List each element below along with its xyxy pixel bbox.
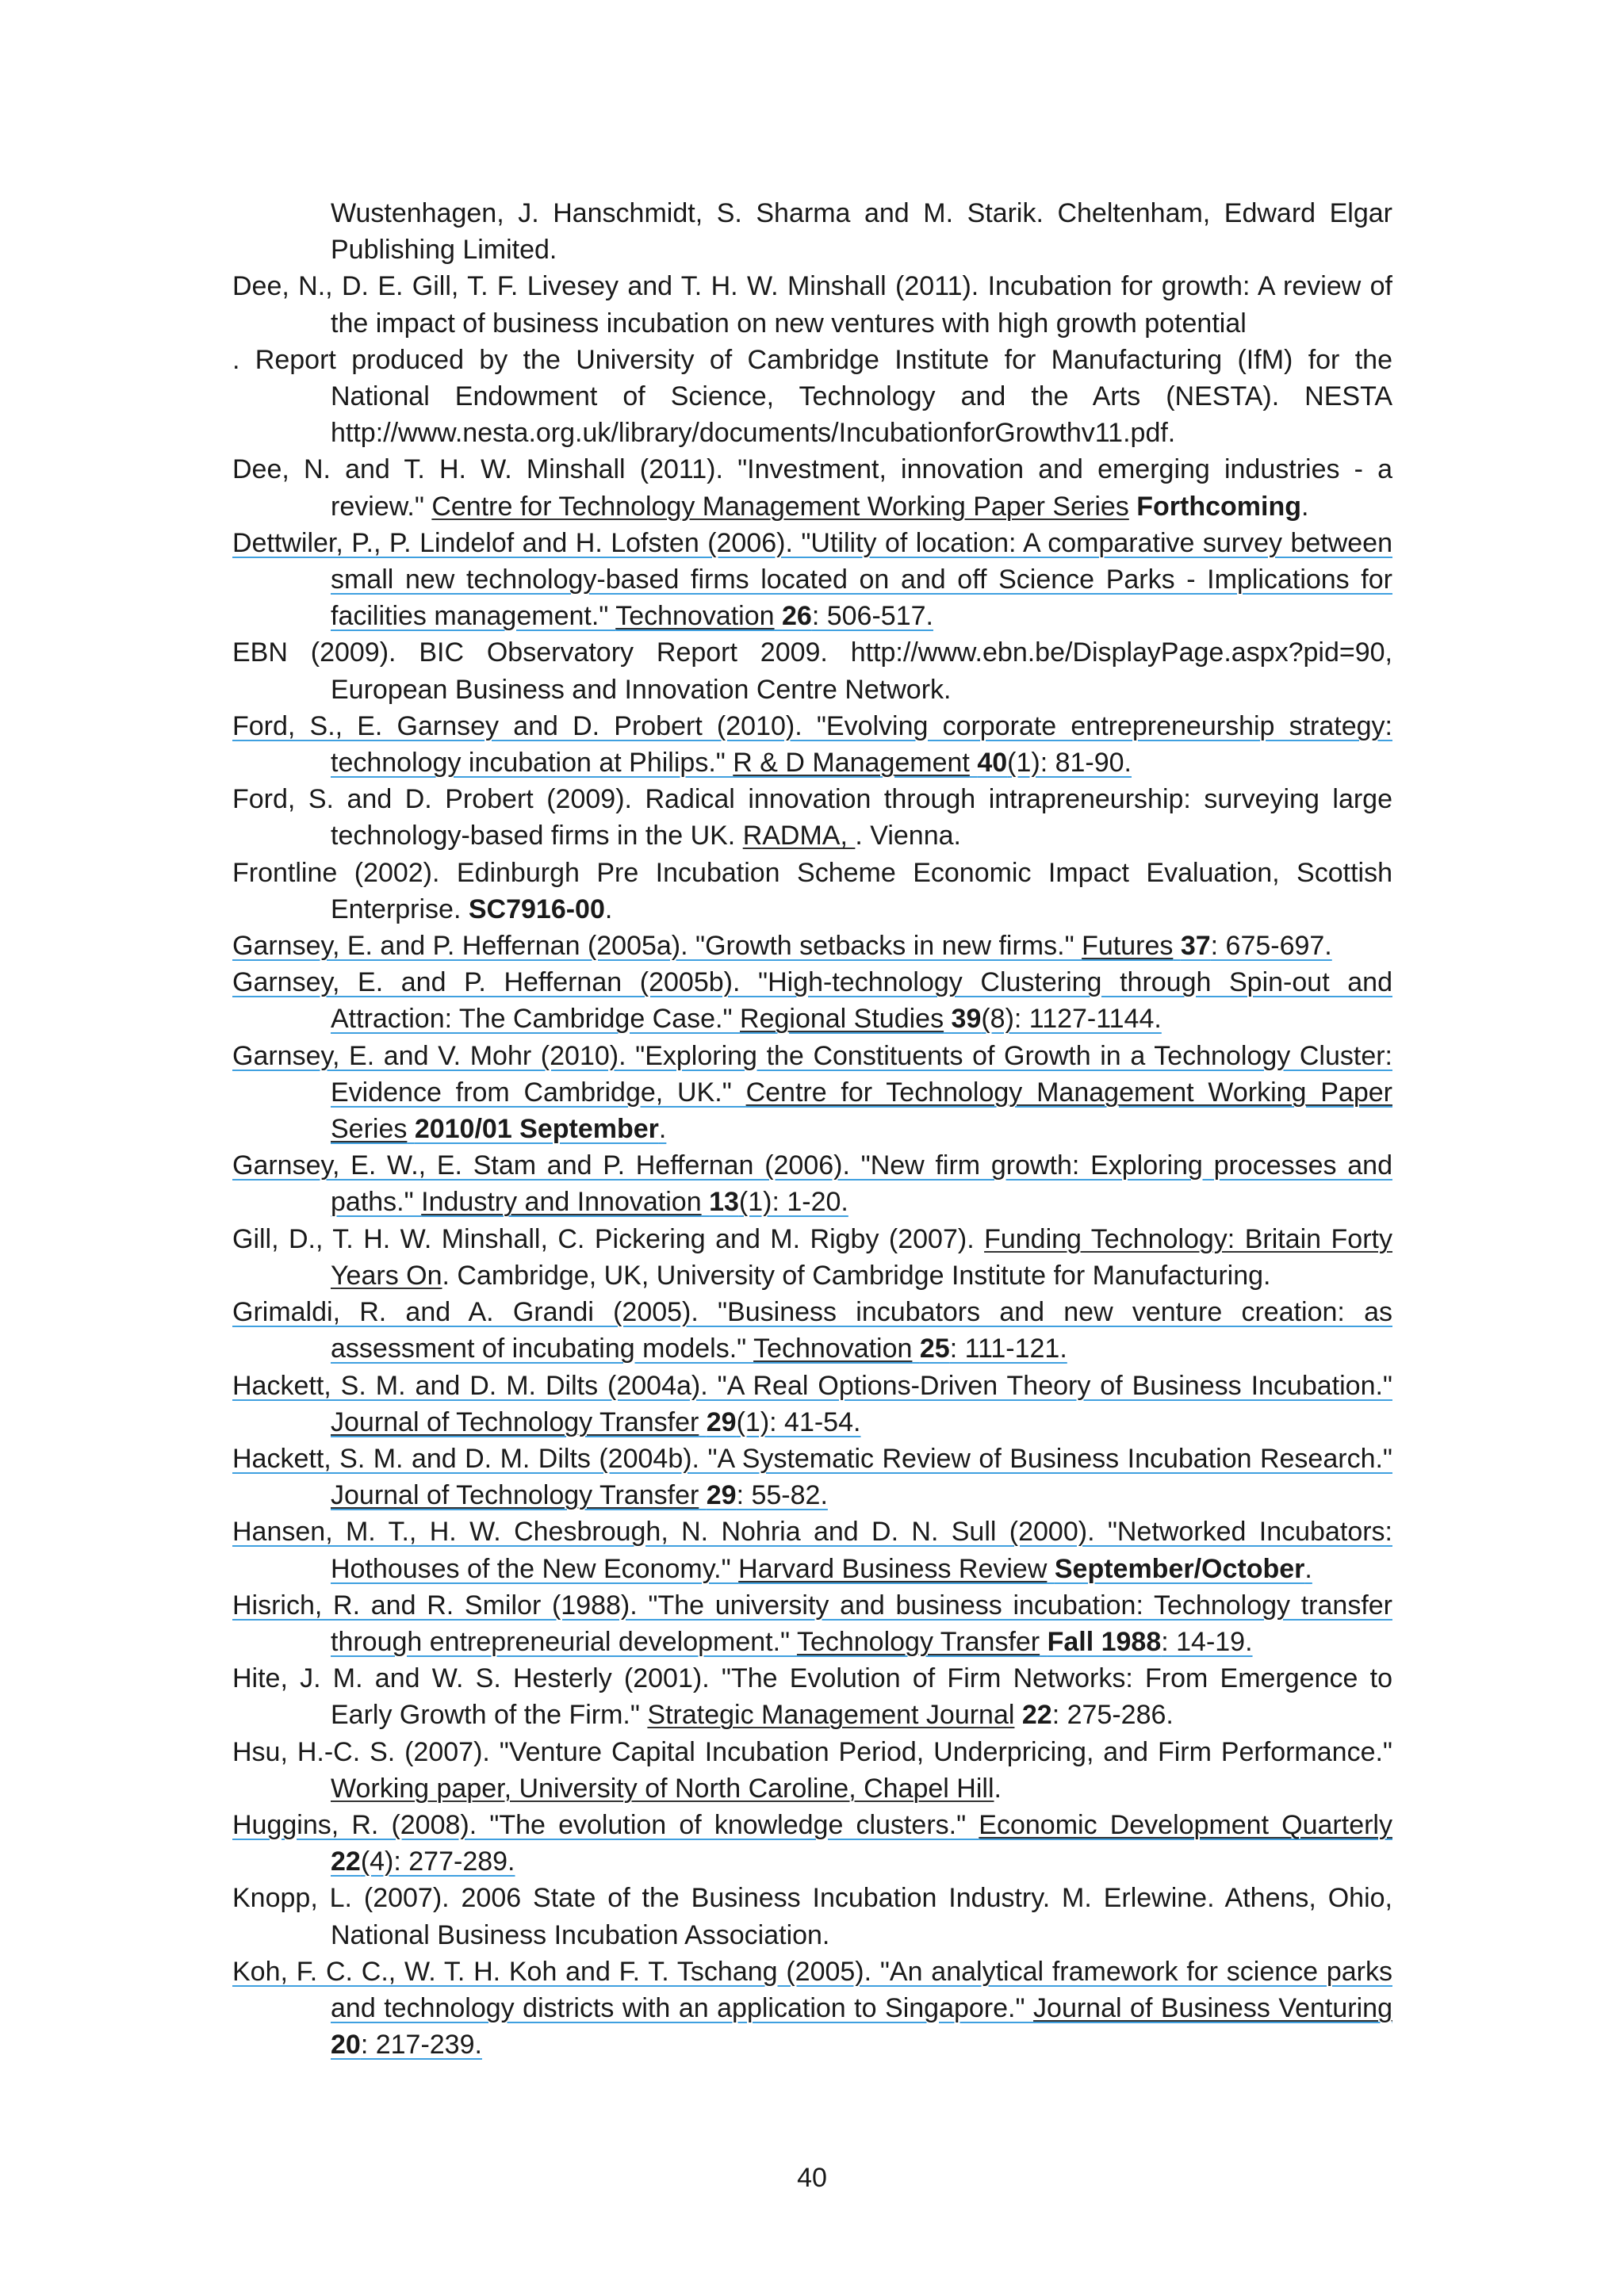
source-title: RADMA,	[742, 821, 856, 851]
reference-text: Hansen, M. T., H. W. Chesbrough, N. Nohria and D. N. Sull (2000). "Networked Incubators: Hothouses of the New Economy."	[232, 1517, 1392, 1584]
reference-text	[775, 601, 782, 631]
reference-entry	[232, 855, 1392, 928]
reference-entry	[232, 1734, 1392, 1807]
reference-text: .	[1304, 1553, 1312, 1584]
source-title: Centre for Technology Management Working Paper Series	[431, 491, 1129, 522]
source-title: Centre for Technology Management Working Paper Series	[331, 1077, 1392, 1145]
reference-text: .	[604, 894, 613, 924]
volume-number: 2010/01 September	[414, 1114, 659, 1145]
reference-text: Frontline (2002). Edinburgh Pre Incubation Scheme Economic Impact Evaluation, Scottish Enterprise.	[232, 857, 1392, 924]
source-title: Regional Studies	[740, 1004, 944, 1035]
reference-text: : 506-517.	[811, 601, 933, 632]
source-title: Technology Transfer	[796, 1626, 1040, 1657]
reference-text: : 217-239.	[360, 2030, 482, 2061]
reference-text	[1040, 1627, 1047, 1657]
reference-entry	[232, 268, 1392, 341]
reference-text: Dettwiler, P., P. Lindelof and H. Lofsten (2006). "Utility of location: A comparative survey between small new technology-based firms located on and off Science Parks - Implications for facilities management."	[232, 527, 1392, 632]
reference-text	[1047, 1554, 1054, 1584]
reference-text: Garnsey, E. and P. Heffernan (2005a). "Growth setbacks in new firms."	[232, 931, 1082, 962]
reference-text: Grimaldi, R. and A. Grandi (2005). "Business incubators and new venture creation: as assessment of incubating models."	[232, 1297, 1392, 1364]
reference-text: Hackett, S. M. and D. M. Dilts (2004a). "A Real Options-Driven Theory of Business Incubation."	[232, 1370, 1392, 1401]
reference-entry	[232, 1660, 1392, 1733]
reference-text: Dee, N., D. E. Gill, T. F. Livesey and T. H. W. Minshall (2011). Incubation for growth: A review of the impact of business incubation on new ventures with high growth potential	[232, 271, 1392, 339]
source-title: Journal of Technology Transfer	[331, 1480, 699, 1511]
reference-text: (8): 1127-1144.	[981, 1004, 1162, 1035]
source-title: R & D Management	[733, 748, 970, 779]
volume-number: 26	[782, 601, 812, 632]
reference-text: : 14-19.	[1161, 1626, 1253, 1657]
reference-text: . Cambridge, UK, University of Cambridge Institute for Manufacturing.	[442, 1260, 1271, 1291]
reference-text: .	[658, 1114, 667, 1145]
reference-entry[interactable]	[232, 1513, 1392, 1586]
reference-text: Garnsey, E. and P. Heffernan (2005b). "High-technology Clustering through Spin-out and Attraction: The Cambridge Case."	[232, 967, 1392, 1035]
source-title: Industry and Innovation	[421, 1187, 702, 1218]
reference-entry	[232, 1221, 1392, 1294]
volume-number: September/October	[1054, 1553, 1305, 1584]
reference-list	[232, 195, 1392, 2063]
volume-number: Fall 1988	[1047, 1626, 1162, 1657]
reference-entry	[232, 195, 1392, 268]
volume-number: 20	[331, 2030, 361, 2061]
reference-entry	[232, 781, 1392, 854]
source-title: Funding Technology: Britain Forty Years On	[331, 1223, 1392, 1291]
source-title: Technovation	[615, 601, 775, 632]
reference-entry[interactable]	[232, 525, 1392, 635]
reference-text	[699, 1480, 706, 1510]
reference-text: (1): 1-20.	[738, 1187, 848, 1218]
reference-text: Ford, S. and D. Probert (2009). Radical innovation through intrapreneurship: surveying large technology-based firms in the UK.	[232, 784, 1392, 851]
reference-text: Koh, F. C. C., W. T. H. Koh and F. T. Tschang (2005). "An analytical framework for science parks and technology districts with an application to Singapore."	[232, 1956, 1392, 2023]
volume-number: 40	[977, 748, 1008, 779]
reference-text: Hisrich, R. and R. Smilor (1988). "The university and business incubation: Technology transfer through entrepreneurial development."	[232, 1590, 1392, 1657]
reference-text: (1): 81-90.	[1007, 748, 1132, 779]
reference-entry[interactable]	[232, 1441, 1392, 1513]
reference-text: Gill, D., T. H. W. Minshall, C. Pickering and M. Rigby (2007).	[232, 1223, 985, 1254]
volume-number: 22	[1021, 1700, 1052, 1731]
reference-text: EBN (2009). BIC Observatory Report 2009. http://www.ebn.be/DisplayPage.aspx?pid=90, European Business and Innovation Centre Network.	[232, 637, 1392, 705]
reference-text	[407, 1114, 414, 1144]
reference-text: Huggins, R. (2008). "The evolution of knowledge clusters."	[232, 1809, 979, 1840]
reference-text	[912, 1334, 919, 1364]
source-title: Harvard Business Review	[738, 1553, 1048, 1584]
reference-entry[interactable]	[232, 964, 1392, 1037]
reference-entry	[232, 342, 1392, 452]
reference-entry[interactable]	[232, 1147, 1392, 1220]
reference-text: .	[994, 1773, 1002, 1804]
volume-number: 29	[706, 1406, 737, 1437]
reference-entry[interactable]	[232, 1807, 1392, 1880]
reference-entry[interactable]	[232, 1038, 1392, 1148]
reference-text	[699, 1407, 706, 1437]
reference-text: : 275-286.	[1051, 1700, 1174, 1731]
reference-entry	[232, 1880, 1392, 1953]
reference-entry[interactable]	[232, 1294, 1392, 1367]
reference-text: Garnsey, E. W., E. Stam and P. Heffernan (2006). "New firm growth: Exploring processes and paths."	[232, 1150, 1392, 1218]
source-title: Journal of Technology Transfer	[331, 1406, 699, 1437]
reference-text: Wustenhagen, J. Hanschmidt, S. Sharma and M. Starik. Cheltenham, Edward Elgar Publishing Limited.	[331, 198, 1392, 266]
volume-number: 25	[919, 1334, 950, 1364]
reference-entry[interactable]	[232, 1368, 1392, 1441]
reference-text: . Vienna.	[855, 821, 961, 851]
page-number: 40	[797, 2163, 827, 2193]
reference-text: (1): 41-54.	[736, 1406, 861, 1437]
source-title: Strategic Management Journal	[647, 1700, 1015, 1731]
source-title: Economic Development Quarterly	[979, 1809, 1392, 1840]
reference-text	[1014, 1700, 1021, 1730]
reference-text	[702, 1187, 709, 1217]
source-title: Journal of Business Venturing	[1033, 1992, 1392, 2023]
reference-text: Dee, N. and T. H. W. Minshall (2011). "Investment, innovation and emerging industries - a review."	[232, 454, 1392, 522]
reference-text	[1129, 492, 1136, 522]
volume-number: 13	[709, 1187, 739, 1218]
reference-text: Knopp, L. (2007). 2006 State of the Business Incubation Industry. M. Erlewine. Athens, Ohio, National Business Incubation Association.	[232, 1883, 1392, 1950]
reference-entry	[232, 634, 1392, 707]
volume-number: 37	[1180, 931, 1211, 962]
reference-text: Hackett, S. M. and D. M. Dilts (2004b). "A Systematic Review of Business Incubation Research."	[232, 1443, 1392, 1474]
reference-text: : 675-697.	[1210, 931, 1332, 962]
reference-entry[interactable]	[232, 1954, 1392, 2064]
volume-number: 22	[331, 1846, 361, 1877]
source-title: Working paper, University of North Caroline, Chapel Hill	[331, 1773, 994, 1804]
reference-text: Garnsey, E. and V. Mohr (2010). "Exploring the Constituents of Growth in a Technology Cluster: Evidence from Cambridge, UK."	[232, 1040, 1392, 1108]
volume-number: 39	[951, 1004, 982, 1035]
reference-text	[970, 748, 977, 778]
reference-text: Hsu, H.-C. S. (2007). "Venture Capital Incubation Period, Underpricing, and Firm Performance."	[232, 1736, 1392, 1767]
volume-number: SC7916-00	[468, 894, 605, 924]
reference-entry[interactable]	[232, 928, 1392, 964]
reference-entry[interactable]	[232, 1587, 1392, 1660]
volume-number: Forthcoming	[1136, 491, 1301, 522]
reference-text	[1173, 931, 1180, 961]
volume-number: 29	[706, 1480, 737, 1511]
reference-entry[interactable]	[232, 708, 1392, 781]
source-title: Futures	[1082, 931, 1174, 962]
reference-text: . Report produced by the University of Cambridge Institute for Manufacturing (IfM) for the National Endowment of Science, Technology and the Arts (NESTA). NESTA http://www.nesta.org.uk/library/documents/IncubationforGrowthv11.pdf.	[232, 344, 1392, 449]
reference-entry	[232, 451, 1392, 524]
reference-text: : 111-121.	[949, 1334, 1067, 1364]
reference-text: Hite, J. M. and W. S. Hesterly (2001). "The Evolution of Firm Networks: From Emergence to Early Growth of the Firm."	[232, 1663, 1392, 1731]
reference-text: .	[1301, 491, 1309, 522]
reference-text: Ford, S., E. Garnsey and D. Probert (2010). "Evolving corporate entrepreneurship strategy: technology incubation at Philips."	[232, 710, 1392, 779]
source-title: Technovation	[753, 1334, 913, 1364]
reference-text	[944, 1004, 951, 1034]
reference-text: (4): 277-289.	[360, 1846, 515, 1877]
reference-text: : 55-82.	[736, 1480, 828, 1511]
